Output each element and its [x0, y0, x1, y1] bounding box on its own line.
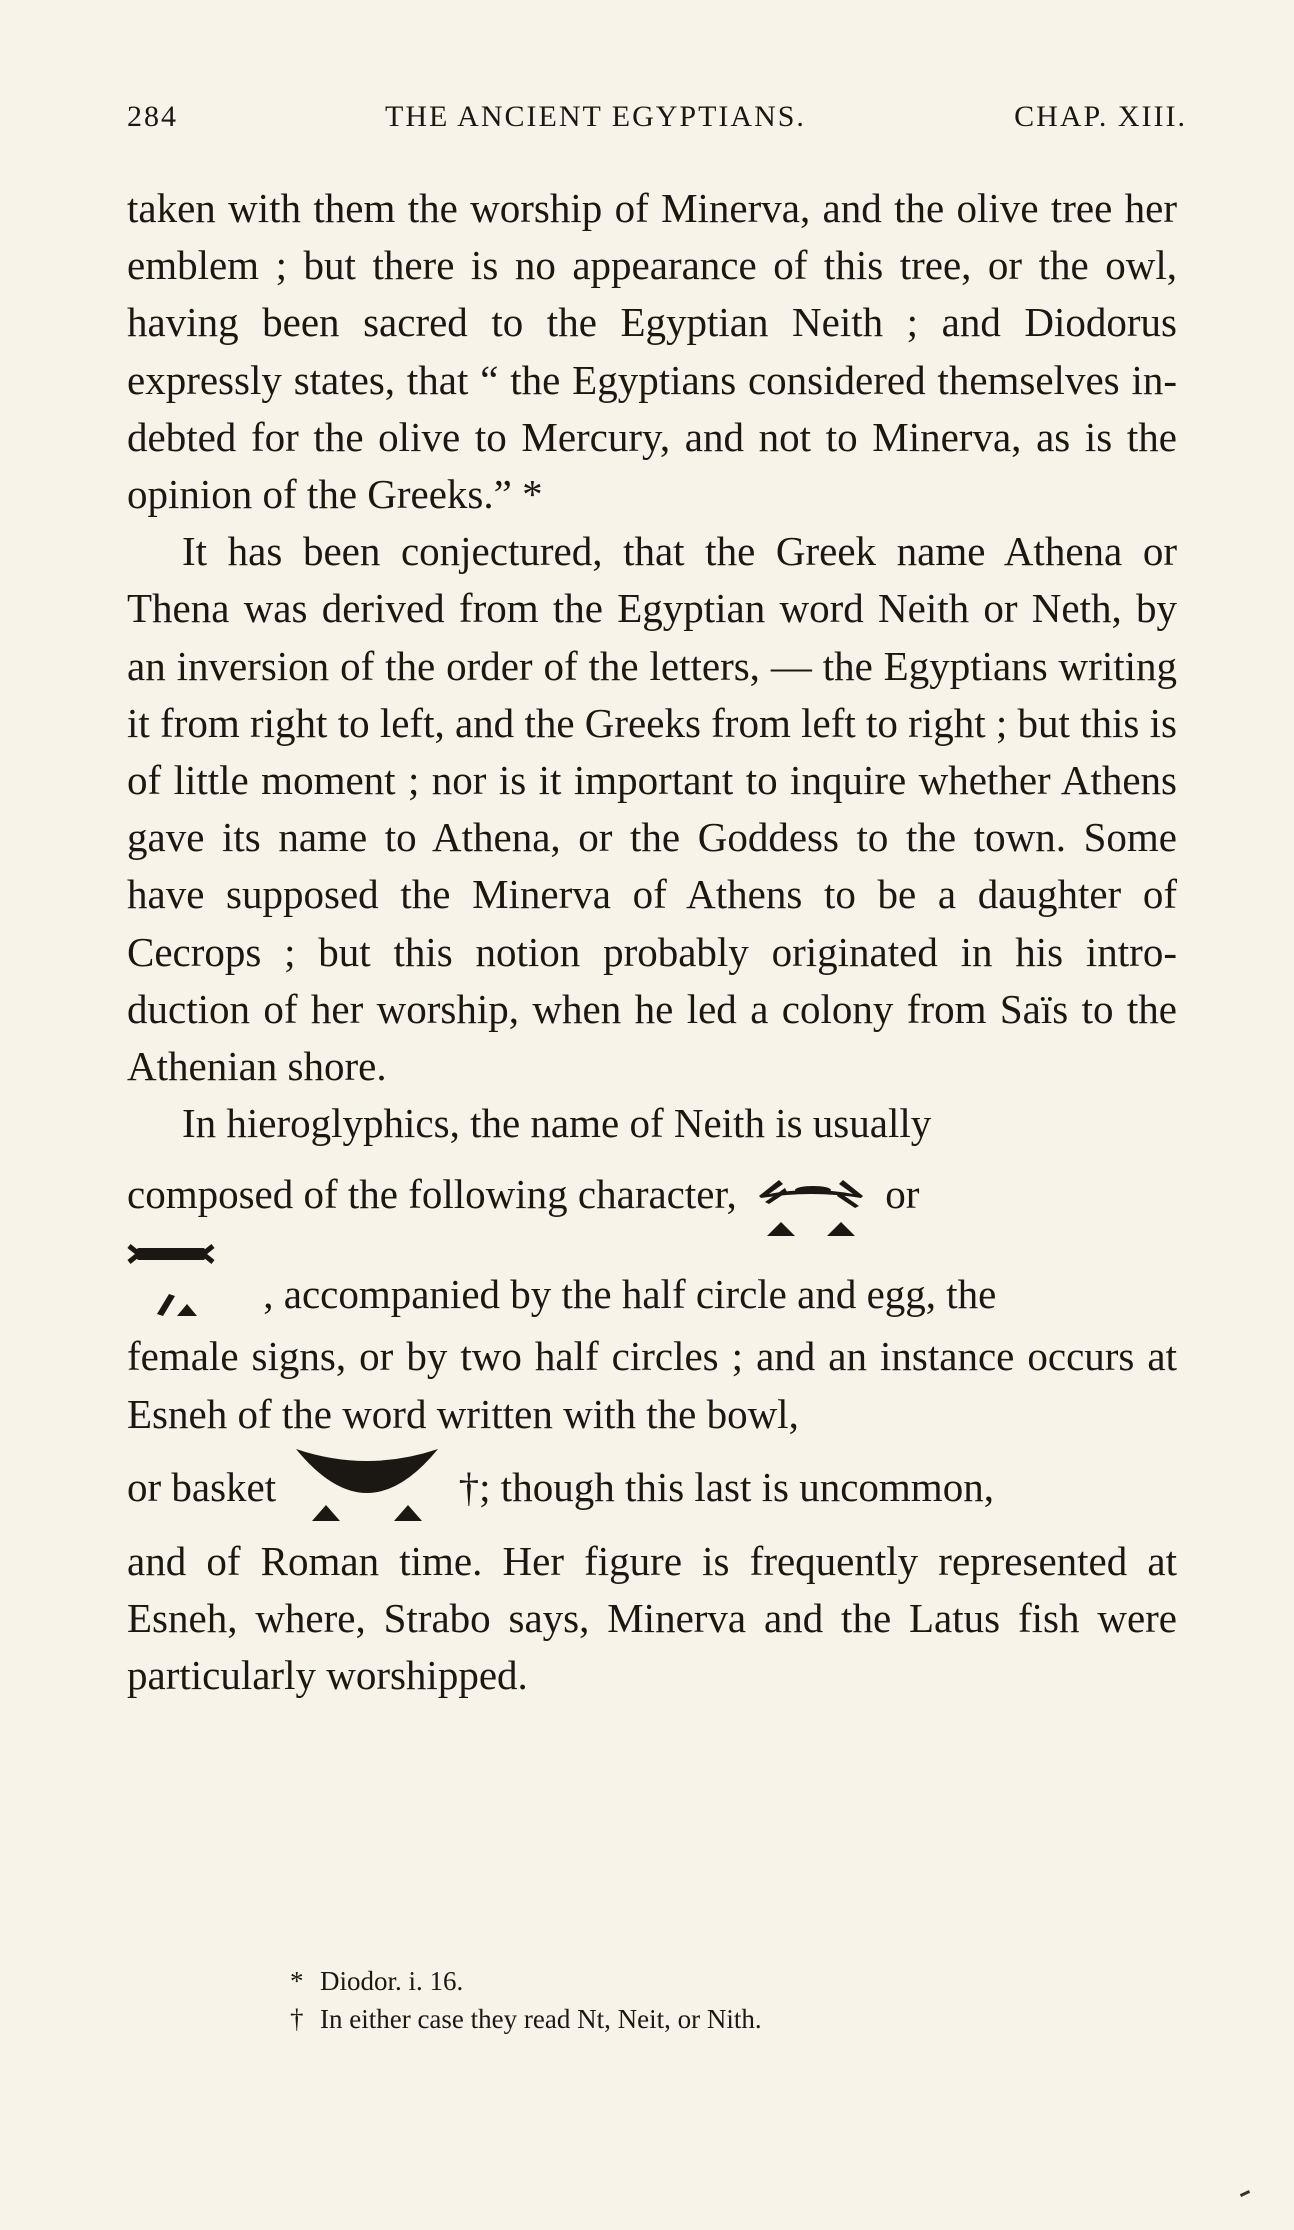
- paragraph-1: taken with them the worship of Minerva, and the olive tree her emblem ; but there is no appearance of this tree, or the owl, having been sacred to the Egyptian Neith ; and Diodorus expressly states, that “ the Egyptians considered themselves in-debted for the olive to Mercury, and not to Minerva, as is the opinion of the Greeks.” *: [127, 185, 1177, 518]
- text-fragment: composed of the following character,: [127, 1171, 737, 1218]
- footnote-2: [290, 2000, 762, 2038]
- chapter-label: CHAP. XIII.: [1014, 100, 1187, 133]
- text-fragment: †; though this last is uncommon,: [458, 1463, 994, 1510]
- footnote-mark: *: [290, 1966, 304, 1996]
- text-fragment: or basket: [127, 1463, 277, 1510]
- basket-hieroglyph-icon: [292, 1443, 442, 1523]
- paragraph-3-line-6: and of Roman time. Her figure is frequently represented at Esneh, where, Strabo says, Minerva and the Latus fish were particularly worshipped.: [127, 1537, 1177, 1699]
- text-fragment: or: [885, 1171, 920, 1218]
- text-fragment: , accompanied by the half circle and egg, the: [263, 1271, 997, 1318]
- paragraph-3-line-2: [127, 1162, 1177, 1242]
- neith-shuttle-hieroglyph-icon: [755, 1162, 867, 1238]
- running-title: THE ANCIENT EGYPTIANS.: [385, 100, 806, 133]
- footnote-text: Diodor. i. 16.: [320, 1966, 464, 1996]
- paragraph-3-line-3: [127, 1242, 1177, 1328]
- page-header: [127, 100, 1187, 146]
- paragraph-2: It has been conjectured, that the Greek name Athena or Thena was derived from the Egyptian word Neith or Neth, by an inversion of the order of the letters, — the Egyptians writing it from right to left, and the Greeks from left to right ; but this is of little moment ; nor is it important to inquire whether Athens gave its name to Athena, or the Goddess to the town. Some have supposed the Minerva of Athens to be a daughter of Cecrops ; but this notion probably originated in his intro-duction of her worship, when he led a colony from Saïs to the Athenian shore.: [127, 528, 1177, 1090]
- paper-speck: [1240, 2190, 1250, 2197]
- footnote-1: [290, 1962, 762, 2000]
- paragraph-3-line-4: female signs, or by two half circles ; and an instance occurs at Esneh of the word written with the bowl,: [127, 1333, 1177, 1437]
- paragraph-3-line-5: [127, 1443, 1177, 1533]
- neith-shuttle-variant-hieroglyph-icon: [127, 1242, 249, 1318]
- footnote-mark: †: [290, 2004, 304, 2034]
- paragraph-3-line-1: In hieroglyphics, the name of Neith is usually: [182, 1100, 932, 1147]
- footnotes: [290, 1962, 762, 2038]
- body-text: [127, 180, 1177, 1704]
- page-number: 284: [127, 100, 178, 133]
- footnote-text: In either case they read Nt, Neit, or Nith.: [320, 2004, 762, 2034]
